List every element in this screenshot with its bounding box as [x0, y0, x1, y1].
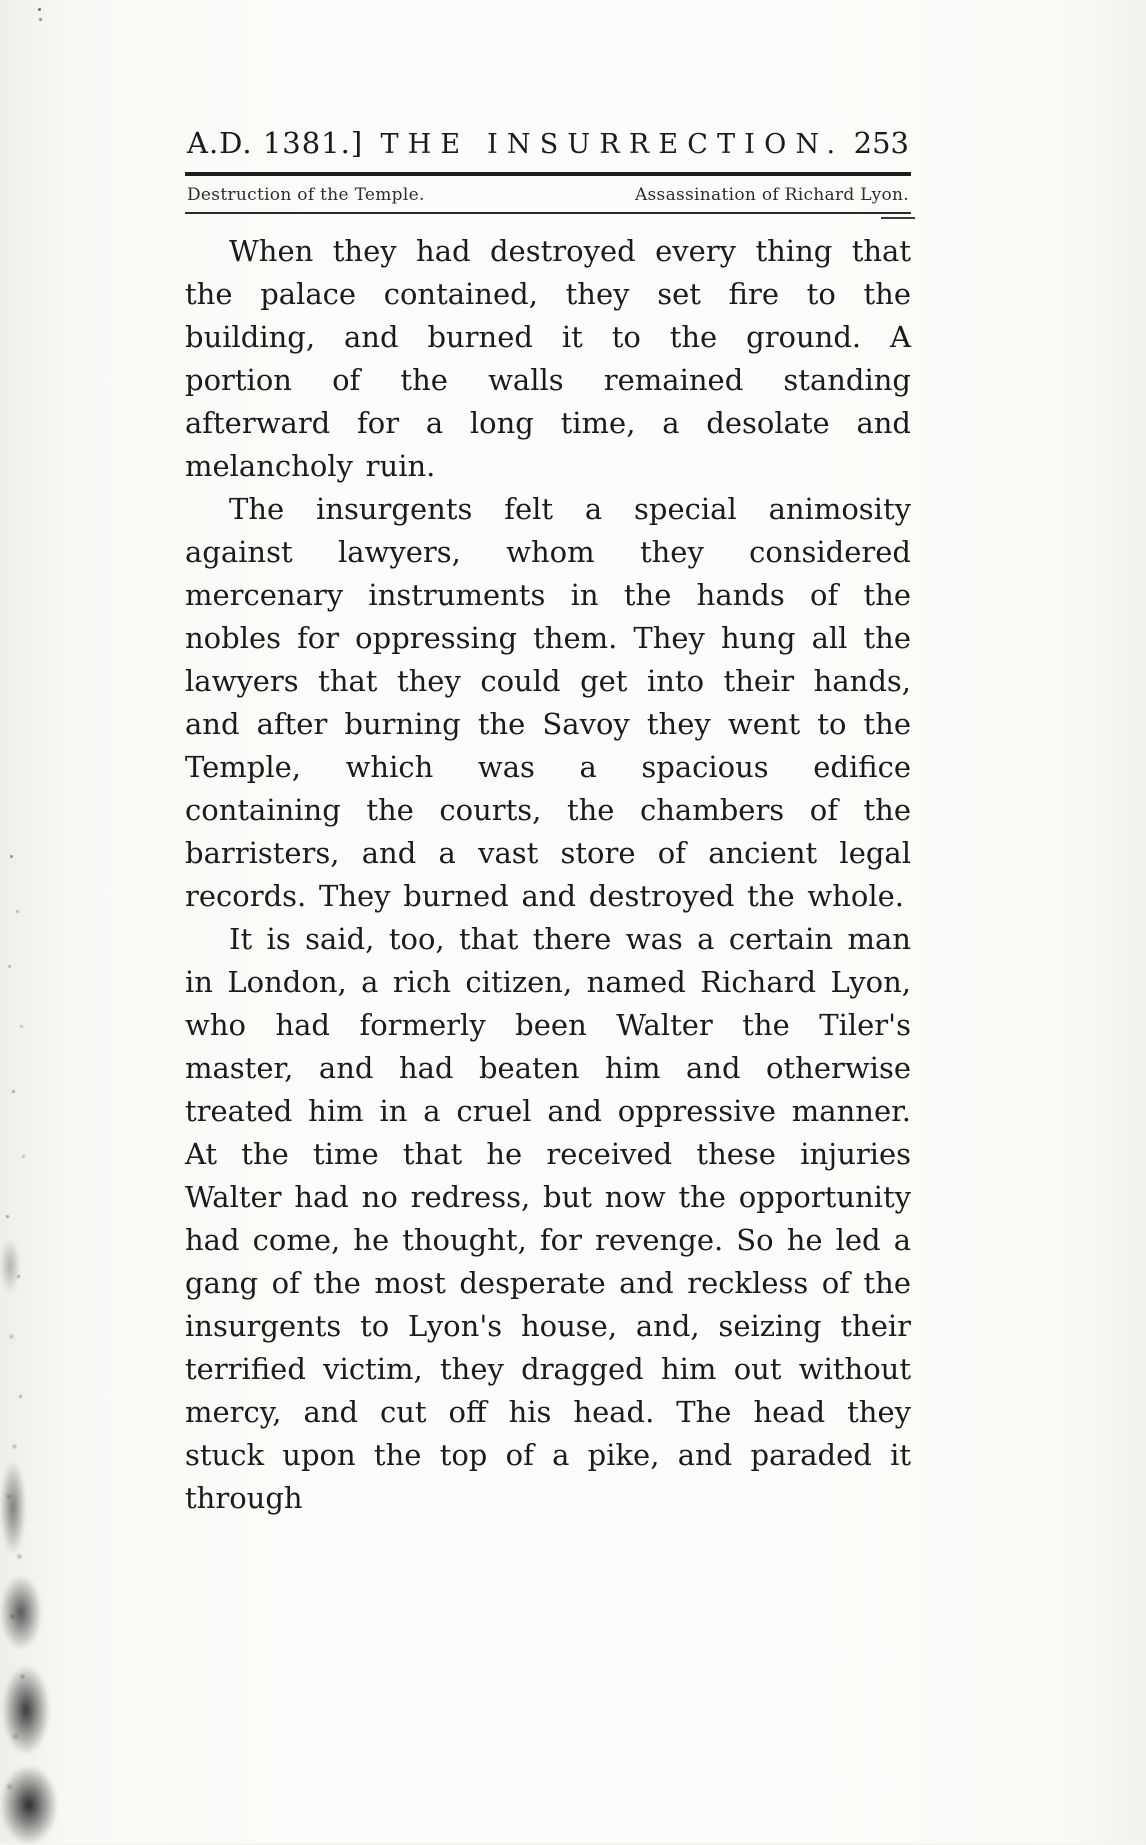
scan-artifact — [2, 1665, 50, 1755]
running-heads — [185, 176, 911, 212]
page-header — [185, 126, 911, 160]
header-date: A.D. 1381.] — [187, 126, 364, 160]
header-title: THE INSURRECTION. — [380, 129, 845, 160]
running-head-left: Destruction of the Temple. — [187, 185, 425, 205]
paragraph: When they had destroyed every thing that the palace contained, they set fire to the building, and burned it to the ground. A portion of the walls remained standing afterward for a long time, a desolate and melancholy ruin. — [185, 234, 911, 483]
scan-artifact — [38, 8, 41, 11]
scan-artifact — [0, 1238, 20, 1294]
page-body — [185, 230, 911, 1520]
running-head-right: Assassination of Richard Lyon. — [634, 185, 909, 205]
page-content — [185, 126, 911, 1520]
scan-artifact — [0, 1575, 42, 1650]
paragraph: It is said, too, that there was a certain man in London, a rich citizen, named Richard Lyon, who had formerly been Walter the Tiler's master, and had beaten him and otherwise treated him in a cruel and oppressive manner. At the time that he received these injuries Walter had no redress, but now the opportunity had come, he thought, for revenge. So he led a gang of the most desperate and reckless of the insurgents to Lyon's house, and, seizing their terrified victim, they dragged him out without mercy, and cut off his head. The head they stuck upon the top of a pike, and paraded it through — [185, 922, 911, 1515]
page-number: 253 — [853, 126, 909, 160]
scan-artifact — [10, 855, 13, 858]
paragraph: The insurgents felt a special animosity against lawyers, whom they considered mercenary instruments in the hands of the nobles for oppressing them. They hung all the lawyers that they could get into their hands, and after burning the Savoy they went to the Temple, which was a spacious edifice containing the courts, the chambers of the barristers, and a vast store of ancient legal records. They burned and destroyed the whole. — [185, 492, 911, 913]
scan-artifact — [0, 1765, 58, 1845]
running-head-rule — [185, 212, 911, 214]
scan-artifact — [0, 1460, 26, 1555]
